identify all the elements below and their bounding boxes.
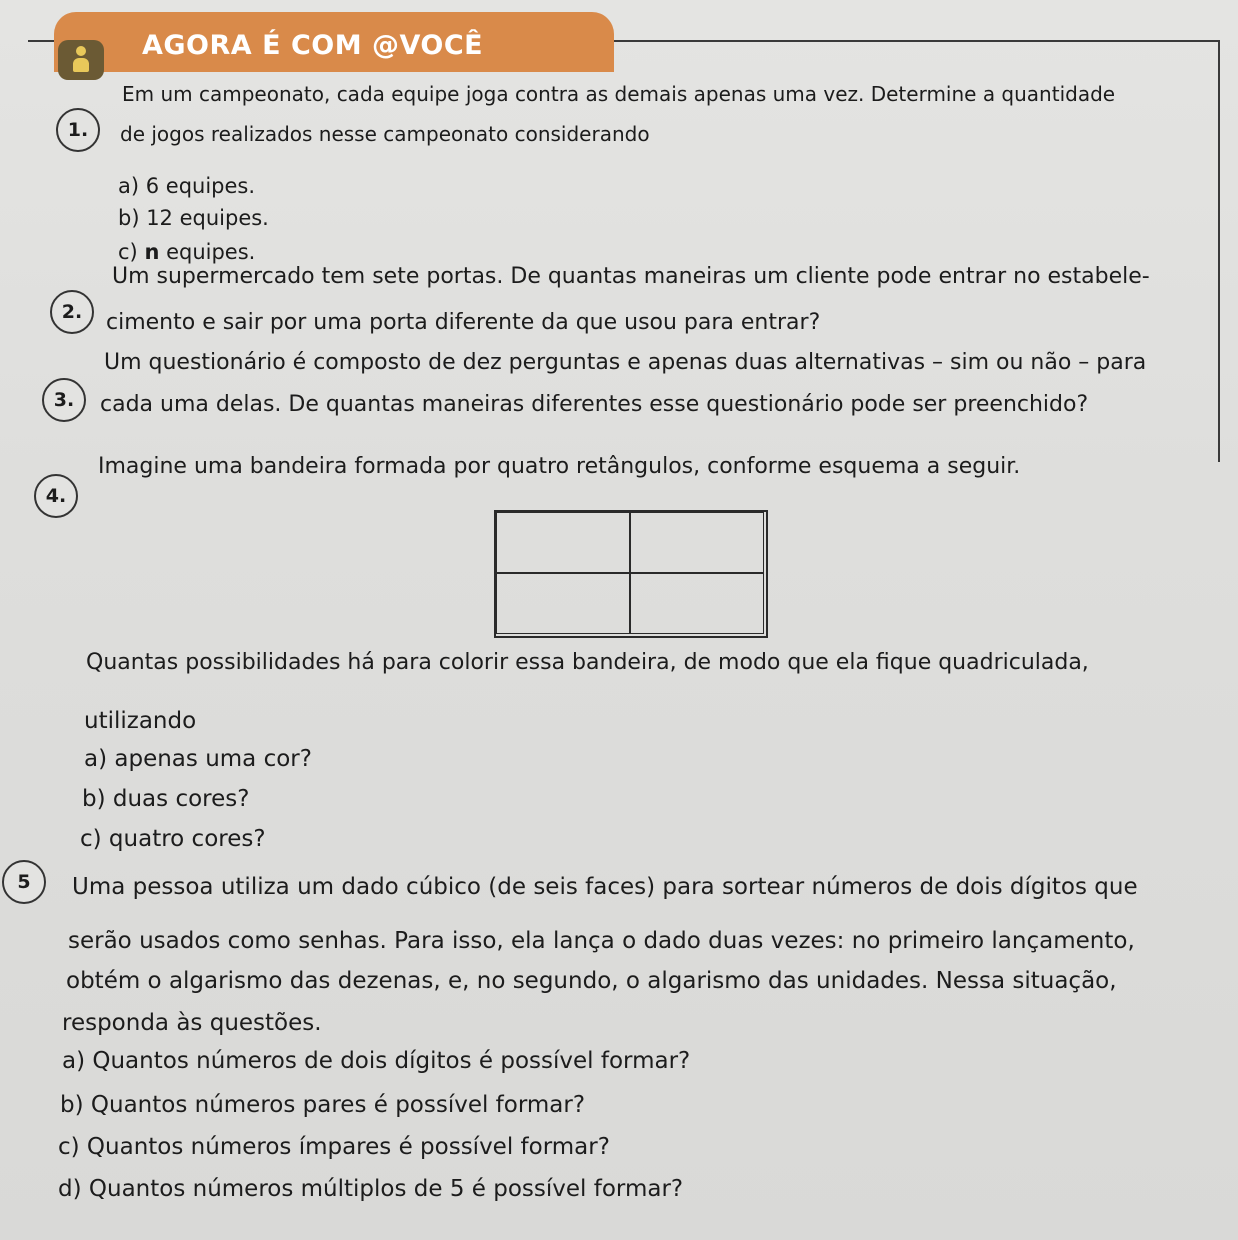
flag-cell-bottom-left <box>496 573 630 634</box>
flag-diagram <box>494 510 768 638</box>
q4-text-line1: Imagine uma bandeira formada por quatro retângulos, conforme esquema a seguir. <box>98 454 1021 479</box>
q4-option-a: a) apenas uma cor? <box>84 746 312 772</box>
flag-cell-top-left <box>496 512 630 573</box>
question-number-5: 5 <box>2 860 46 904</box>
q3-text-line2: cada uma delas. De quantas maneiras diferentes esse questionário pode ser preenchido? <box>100 392 1089 417</box>
q1-option-c-rest: equipes. <box>166 240 256 264</box>
question-number-1: 1. <box>56 108 100 152</box>
person-icon <box>58 40 104 80</box>
q3-text-line1: Um questionário é composto de dez perguntas e apenas duas alternativas – sim ou não – para <box>104 350 1147 375</box>
q5-text-line2: serão usados como senhas. Para isso, ela lança o dado duas vezes: no primeiro lançamento, <box>68 928 1135 954</box>
q5-option-a: a) Quantos números de dois dígitos é possível formar? <box>62 1048 691 1074</box>
q1-option-b: b) 12 equipes. <box>118 206 269 230</box>
q4-question-line1: Quantas possibilidades há para colorir essa bandeira, de modo que ela fique quadriculada, <box>86 650 1089 675</box>
q5-option-c: c) Quantos números ímpares é possível formar? <box>58 1134 610 1160</box>
question-number-3: 3. <box>42 378 86 422</box>
q1-text-line2: de jogos realizados nesse campeonato considerando <box>120 122 650 146</box>
q4-option-c: c) quatro cores? <box>80 826 266 852</box>
q5-option-d: d) Quantos números múltiplos de 5 é possível formar? <box>58 1176 684 1202</box>
q4-question-line2: utilizando <box>84 708 197 734</box>
q2-text-line1: Um supermercado tem sete portas. De quantas maneiras um cliente pode entrar no estabele- <box>112 264 1150 289</box>
q5-text-line4: responda às questões. <box>62 1010 322 1036</box>
q2-text-line2: cimento e sair por uma porta diferente da que usou para entrar? <box>106 310 821 335</box>
q1-text-line1: Em um campeonato, cada equipe joga contra as demais apenas uma vez. Determine a quantidade <box>122 82 1116 106</box>
section-title: AGORA É COM @VOCÊ <box>142 30 484 61</box>
flag-cell-bottom-right <box>630 573 764 634</box>
flag-cell-top-right <box>630 512 764 573</box>
question-number-2: 2. <box>50 290 94 334</box>
q1-option-c-variable: n <box>144 240 160 264</box>
q1-option-c-prefix: c) <box>118 240 138 264</box>
q5-option-b: b) Quantos números pares é possível formar? <box>60 1092 586 1118</box>
q5-text-line1: Uma pessoa utiliza um dado cúbico (de seis faces) para sortear números de dois dígitos que <box>72 874 1138 900</box>
q5-text-line3: obtém o algarismo das dezenas, e, no segundo, o algarismo das unidades. Nessa situação, <box>66 968 1117 994</box>
q4-option-b: b) duas cores? <box>82 786 250 812</box>
question-number-4: 4. <box>34 474 78 518</box>
q1-option-c <box>118 240 255 265</box>
q1-option-a: a) 6 equipes. <box>118 174 256 198</box>
